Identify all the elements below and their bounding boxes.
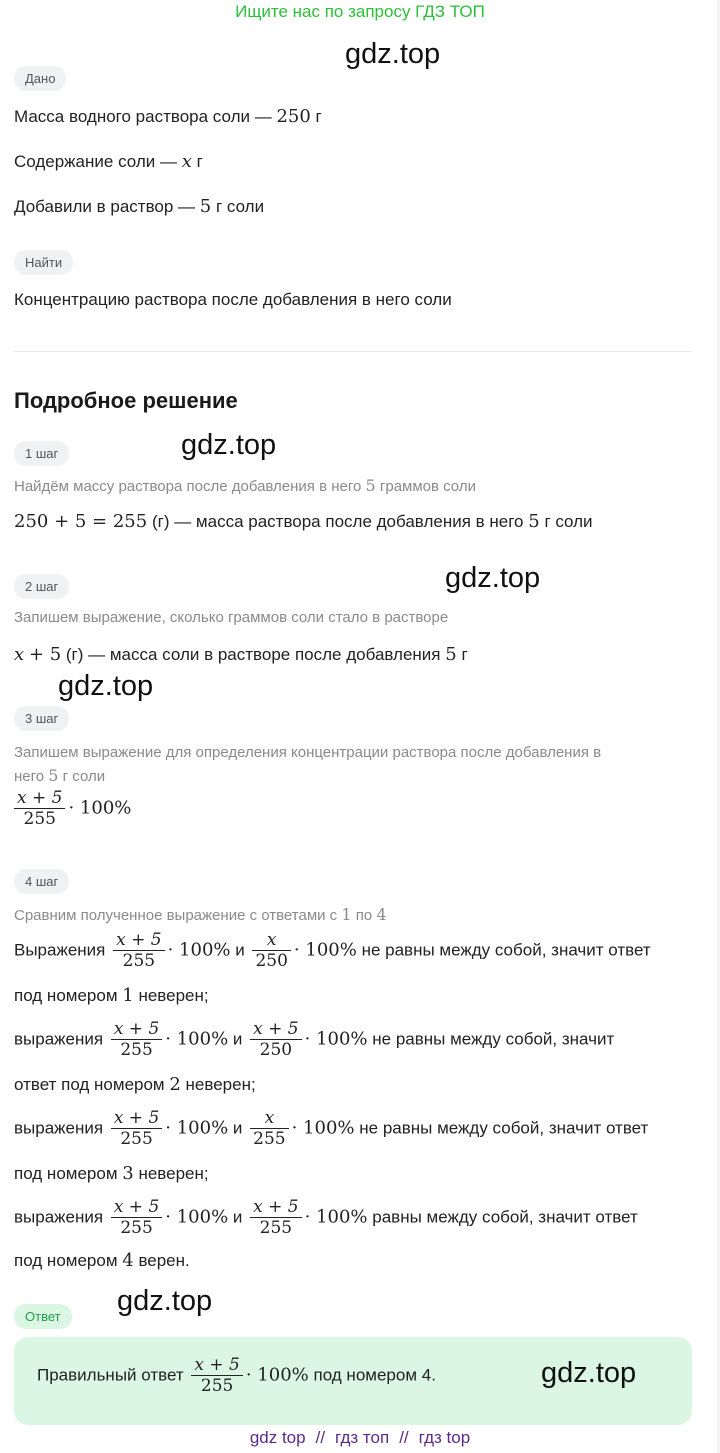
comparison-3-line1: выражения $\frac{x + 5}{255}$ · 100% и $\frac{x}{255}$ · 100% не равны между собой, значит ответ <box>14 1108 649 1150</box>
comparison-2-line1: выражения $\frac{x + 5}{255}$ · 100% и $\frac{x + 5}{250}$ · 100% не равны между собой, значит <box>14 1019 615 1061</box>
watermark: gdz.top <box>117 1285 213 1317</box>
step-2-chip: 2 шаг <box>14 574 69 599</box>
footer-link-2[interactable]: гдз топ <box>335 1428 390 1447</box>
given-line-mass: Масса водного раствора соли — 250 г <box>14 106 322 127</box>
step-4-chip: 4 шаг <box>14 869 69 894</box>
watermark: gdz.top <box>181 429 277 461</box>
step-2-hint: Запишем выражение, сколько граммов соли стало в растворе <box>14 609 449 626</box>
step-1-result: 250 + 5 = 255 (г) — масса раствора после добавления в него 5 г соли <box>14 511 593 532</box>
find-chip: Найти <box>14 250 73 275</box>
step-2-result: x + 5 (г) — масса соли в растворе после добавления 5 г <box>14 644 468 665</box>
watermark: gdz.top <box>345 38 441 70</box>
given-line-salt: Содержание соли — x г <box>14 151 203 172</box>
step-1-chip: 1 шаг <box>14 441 69 466</box>
footer-link-3[interactable]: гдз top <box>418 1428 471 1447</box>
comparison-4-line2: под номером 4 верен. <box>14 1250 190 1271</box>
watermark: gdz.top <box>541 1357 637 1389</box>
watermark: gdz.top <box>445 562 541 594</box>
step-4-hint: Сравним полученное выражение с ответами с 1 по 4 <box>14 905 387 924</box>
divider <box>14 351 692 352</box>
answer-text: Правильный ответ $\frac{x + 5}{255}$ · 100% под номером 4. <box>37 1355 436 1397</box>
footer-sep: // <box>315 1428 326 1447</box>
given-line-added: Добавили в раствор — 5 г соли <box>14 196 265 217</box>
given-chip: Дано <box>14 66 66 91</box>
step-1-hint: Найдём массу раствора после добавления в него 5 граммов соли <box>14 476 476 495</box>
step-3-expression: $\frac{x + 5}{255}$ · 100% <box>14 788 131 830</box>
top-banner[interactable]: Ищите нас по запросу ГДЗ ТОП <box>235 2 485 21</box>
footer-link-1[interactable]: gdz top <box>249 1428 306 1447</box>
comparison-2-line2: ответ под номером 2 неверен; <box>14 1074 256 1095</box>
step-3-chip: 3 шаг <box>14 706 69 731</box>
comparison-1-line1: Выражения $\frac{x + 5}{255}$ · 100% и $\frac{x}{250}$ · 100% не равны между собой, значит ответ <box>14 930 651 972</box>
answer-chip: Ответ <box>14 1304 72 1329</box>
solution-title: Подробное решение <box>14 388 238 413</box>
footer-sep: // <box>399 1428 409 1447</box>
comparison-4-line1: выражения $\frac{x + 5}{255}$ · 100% и $\frac{x + 5}{255}$ · 100% равны между собой, значит ответ <box>14 1197 638 1239</box>
step-3-hint: Запишем выражение для определения концентрации раствора после добавления в него 5 г соли <box>14 744 602 785</box>
find-text: Концентрацию раствора после добавления в него соли <box>14 290 452 309</box>
comparison-1-line2: под номером 1 неверен; <box>14 985 209 1006</box>
footer-links <box>0 1428 720 1448</box>
comparison-3-line2: под номером 3 неверен; <box>14 1163 209 1184</box>
watermark: gdz.top <box>58 670 154 702</box>
